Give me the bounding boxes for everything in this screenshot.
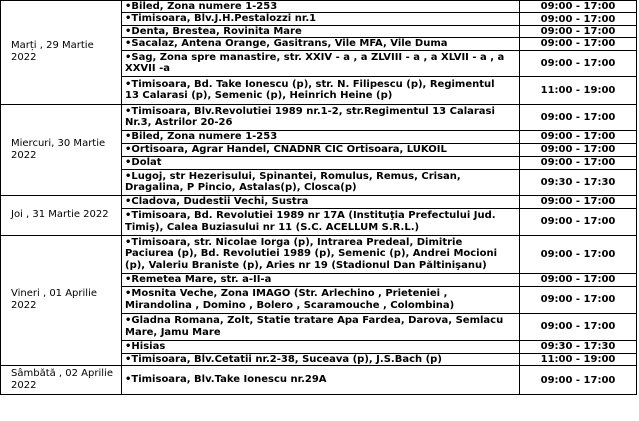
day-label: Sâmbătă , 02 Aprilie 2022: [1, 366, 122, 395]
time-cell: 09:00 - 17:00: [520, 273, 637, 286]
time-cell: 09:30 - 17:30: [520, 169, 637, 195]
time-cell: 09:00 - 17:00: [520, 50, 637, 76]
location-cell: •Timisoara, Bd. Revolutiei 1989 nr 17A (Instituţia Prefectului Jud. Timiş), Calea Buziasului nr 11 (S.C. ACELLUM S.R.L.): [122, 208, 520, 235]
location-cell: •Mosnita Veche, Zona IMAGO (Str. Arlechino , Prieteniei , Mirandolina , Domino , Bolero , Scaramouche , Colombina): [122, 286, 520, 313]
location-cell: •Denta, Brestea, Rovinita Mare: [122, 25, 520, 37]
time-cell: 09:00 - 17:00: [520, 104, 637, 130]
time-cell: 09:00 - 17:00: [520, 38, 637, 50]
location-cell: •Timisoara, Bd. Take Ionescu (p), str. N. Filipescu (p), Regimentul 13 Calarasi (p), Semenic (p), Heinrich Heine (p): [122, 76, 520, 104]
location-cell: •Biled, Zona numere 1-253: [122, 1, 520, 13]
schedule-row: [1, 1, 637, 13]
day-label: Marți , 29 Martie 2022: [1, 1, 122, 105]
location-cell: •Timisoara, Blv.Cetatii nr.2-38, Suceava (p), J.S.Bach (p): [122, 353, 520, 365]
time-cell: 09:00 - 17:00: [520, 208, 637, 235]
location-cell: •Lugoj, str Hezerisului, Spinantei, Romulus, Remus, Crisan, Dragalina, P Pincio, Astalas(p), Closca(p): [122, 169, 520, 195]
schedule-row: [1, 104, 637, 130]
time-cell: 09:00 - 17:00: [520, 286, 637, 313]
day-label: Vineri , 01 Aprilie 2022: [1, 235, 122, 365]
time-cell: 09:00 - 17:00: [520, 1, 637, 13]
time-cell: 09:00 - 17:00: [520, 156, 637, 169]
time-cell: 11:00 - 19:00: [520, 353, 637, 365]
time-cell: 09:00 - 17:00: [520, 130, 637, 143]
time-cell: 09:00 - 17:00: [520, 25, 637, 37]
schedule-row: [1, 195, 637, 208]
time-cell: 09:30 - 17:30: [520, 340, 637, 353]
location-cell: •Sacalaz, Antena Orange, Gasitrans, Vile MFA, Vile Duma: [122, 38, 520, 50]
location-cell: •Timisoara, str. Nicolae Iorga (p), Intrarea Predeal, Dimitrie Paciurea (p), Bd. Revolutiei 1989 (p), Semenic (p), Andrei Mocioni (p), Valeriu Braniste (p), Aries nr 19 (Stadionul Dan Păltinişanu): [122, 235, 520, 273]
time-cell: 09:00 - 17:00: [520, 235, 637, 273]
location-cell: •Hisias: [122, 340, 520, 353]
location-cell: •Timisoara, Blv.J.H.Pestalozzi nr.1: [122, 13, 520, 25]
time-cell: 09:00 - 17:00: [520, 366, 637, 395]
schedule-row: [1, 366, 637, 395]
schedule-row: [1, 235, 637, 273]
day-label: Miercuri, 30 Martie 2022: [1, 104, 122, 195]
location-cell: •Gladna Romana, Zolt, Statie tratare Apa Fardea, Darova, Semlacu Mare, Jamu Mare: [122, 313, 520, 340]
time-cell: 09:00 - 17:00: [520, 313, 637, 340]
location-cell: •Sag, Zona spre manastire, str. XXIV - a , a ZLVIII - a , a XLVII - a , a XXVII -a: [122, 50, 520, 76]
location-cell: •Cladova, Dudestii Vechi, Sustra: [122, 195, 520, 208]
location-cell: •Timisoara, Blv.Revolutiei 1989 nr.1-2, str.Regimentul 13 Calarasi Nr.3, Astrilor 20-26: [122, 104, 520, 130]
location-cell: •Dolat: [122, 156, 520, 169]
location-cell: •Biled, Zona numere 1-253: [122, 130, 520, 143]
time-cell: 09:00 - 17:00: [520, 13, 637, 25]
time-cell: 09:00 - 17:00: [520, 195, 637, 208]
time-cell: 11:00 - 19:00: [520, 76, 637, 104]
time-cell: 09:00 - 17:00: [520, 143, 637, 156]
location-cell: •Timisoara, Blv.Take Ionescu nr.29A: [122, 366, 520, 395]
location-cell: •Remetea Mare, str. a-II-a: [122, 273, 520, 286]
location-cell: •Ortisoara, Agrar Handel, CNADNR CIC Ortisoara, LUKOIL: [122, 143, 520, 156]
schedule-body: [1, 1, 637, 395]
day-label: Joi , 31 Martie 2022: [1, 195, 122, 235]
